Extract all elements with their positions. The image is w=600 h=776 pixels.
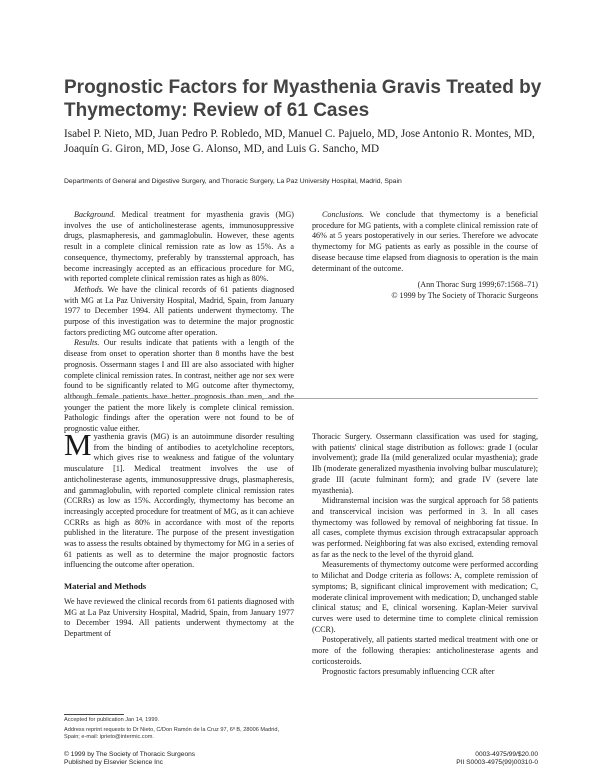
background-text: Medical treatment for myasthenia gravis (MG) involves the use of anticholinesterase agents, immunosuppressive drugs, plasmapheresis, and gammaglobulin. However, these agents result in a complete clinical remission rate as low as 15%. As a consequence, thymectomy, preferably by transsternal approach, has become increasingly accepted as an efficacious procedure for MG, with reported complete clinical remission rates as high as 80%. [64, 210, 294, 284]
methods-label: Methods. [74, 284, 104, 294]
section-divider [64, 398, 538, 399]
abstract-copyright: © 1999 by The Society of Thoracic Surgeons [391, 290, 538, 300]
publisher-name: Published by Elsevier Science Inc [64, 759, 163, 766]
abstract-results [64, 338, 294, 434]
abstract-right-column [312, 210, 538, 302]
background-label: Background. [74, 210, 116, 219]
intro-text: yasthenia gravis (MG) is an autoimmune disorder resulting from the binding of antibodies to acetylcholine receptors, which gives rise to weakness and fatigue of the voluntary musculature [1]. Medical treatment involves the use of anticholinesterase agents, immunosuppressive drugs, plasmapheresis, and gammaglobulin, with reported complete clinical remission rates (CCRRs) as low as 15%. Accordingly, thymectomy has become an increasingly accepted procedure for treatment of MG, as it can achieve CCRRs as high as 80% in accordance with most of the reports published in the literature. The purpose of the present investigation was to assess the results obtained by thymectomy for MG in a series of 61 patients as well as to determine the major prognostic factors influencing the outcome after operation. [64, 432, 294, 570]
results-text: Our results indicate that patients with a length of the disease from onset to operation shorter than 8 months have the best prognosis. Ossermann stages I and III are also associated with higher complete clinical remission rates. In contrast, neither age nor sex were found to be significantly related to MG outcome after thymectomy, although female patients have better prognosis than men, and the younger the patient the more likely is complete clinical remission. Pathologic findings after the operation were not found to be of prognostic value either. [64, 338, 294, 434]
outcome-paragraph: Measurements of thymectomy outcome were performed according to Milichat and Dodge criteria as follows: A, complete remission of symptoms; B, significant clinical improvement with medication; C, moderate clinical improvement with medication; D, unchanged stable clinical status; and E, clinical worsening. Kaplan-Meier survival curves were used to determine time to complete clinical remission (CCR). [312, 560, 538, 634]
abstract-left-column [64, 210, 294, 435]
journal-citation: (Ann Thorac Surg 1999;67:1568–71) [417, 280, 538, 290]
methods-heading: Material and Methods [64, 581, 147, 592]
abstract-conclusions [312, 210, 538, 274]
methods-paragraph: We have reviewed the clinical records from 61 patients diagnosed with MG at La Paz University Hospital, Madrid, Spain, from January 1977 to December 1994. All patients underwent thymectomy at the Department of [64, 596, 294, 638]
accepted-note: Accepted for publication Jan 14, 1999. [64, 717, 160, 723]
abstract-background [64, 210, 294, 285]
footnotes [64, 717, 294, 744]
incision-paragraph: Midtransternal incision was the surgical approach for 58 patients and transcervical incision was performed in 3. In all cases thymectomy was followed by removal of neighboring fat tissue. In all cases, complete thymus excision through extracapsular approach was performed. Neighboring fat was also excised, extending removal as far as the neck to the level of the thyroid gland. [312, 496, 538, 559]
author-list: Isabel P. Nieto, MD, Juan Pedro P. Robledo, MD, Manuel C. Pajuelo, MD, Jose Antonio R. Montes, MD, Joaquín G. Giron, MD, Jose G. Alonso, MD, and Luis G. Sancho, MD [64, 128, 535, 155]
results-label: Results. [74, 338, 100, 348]
intro-paragraph [64, 427, 294, 571]
methods-text: We have the clinical records of 61 patients diagnosed with MG at La Paz University Hospital, Madrid, Spain, from January 1977 to December 1994. All patients underwent thymectomy. The purpose of this investigation was to determine the major prognostic factors predicting MG outcome after operation. [64, 284, 294, 337]
body-left-column [64, 427, 294, 640]
article-identifiers [456, 751, 538, 767]
abstract-methods [64, 285, 294, 339]
issn-code: 0003-4975/99/$20.00 [475, 751, 538, 758]
pii-code: PII S0003-4975(99)00310-0 [456, 759, 538, 766]
staging-paragraph: Thoracic Surgery. Ossermann classification was used for staging, with patients' clinical stage distribution as follows: grade I (ocular involvement); grade IIa (mild generalized ocular myasthenia); grade IIb (moderate generalized myasthenia involving bulbar musculature); grade III (acute fulminant form); and grade IV (severe late myasthenia). [312, 432, 538, 495]
conclusions-text: We conclude that thymectomy is a beneficial procedure for MG patients, with a complete clinical remission rate of 46% at 5 years postoperatively in our series. Therefore we advocate thymectomy for MG patients as early as possible in the course of disease because time elapsed from diagnosis to operation is the main determinant of the outcome. [312, 210, 538, 273]
drop-cap: M [64, 427, 92, 462]
prognostic-paragraph: Prognostic factors presumably influencing CCR after [322, 667, 495, 677]
publisher-info [64, 751, 195, 767]
article-title: Prognostic Factors for Myasthenia Gravis Treated by Thymectomy: Review of 61 Cases [64, 77, 542, 121]
reprints-note: Address reprint requests to Dr Nieto, C/Don Ramón de la Cruz 97, 6º B, 28006 Madrid, Spain; e-mail: iprieto@intermic.com. [64, 726, 280, 741]
publisher-copyright: © 1999 by The Society of Thoracic Surgeons [64, 751, 196, 758]
body-right-column [312, 432, 538, 678]
conclusions-label: Conclusions. [322, 210, 365, 219]
postoperative-paragraph: Postoperatively, all patients started medical treatment with one or more of the following therapies: anticholinesterase agents and corticosteroids. [312, 635, 538, 666]
affiliation: Departments of General and Digestive Surgery, and Thoracic Surgery, La Paz University Hospital, Madrid, Spain [64, 178, 402, 185]
footnote-rule [64, 714, 124, 715]
